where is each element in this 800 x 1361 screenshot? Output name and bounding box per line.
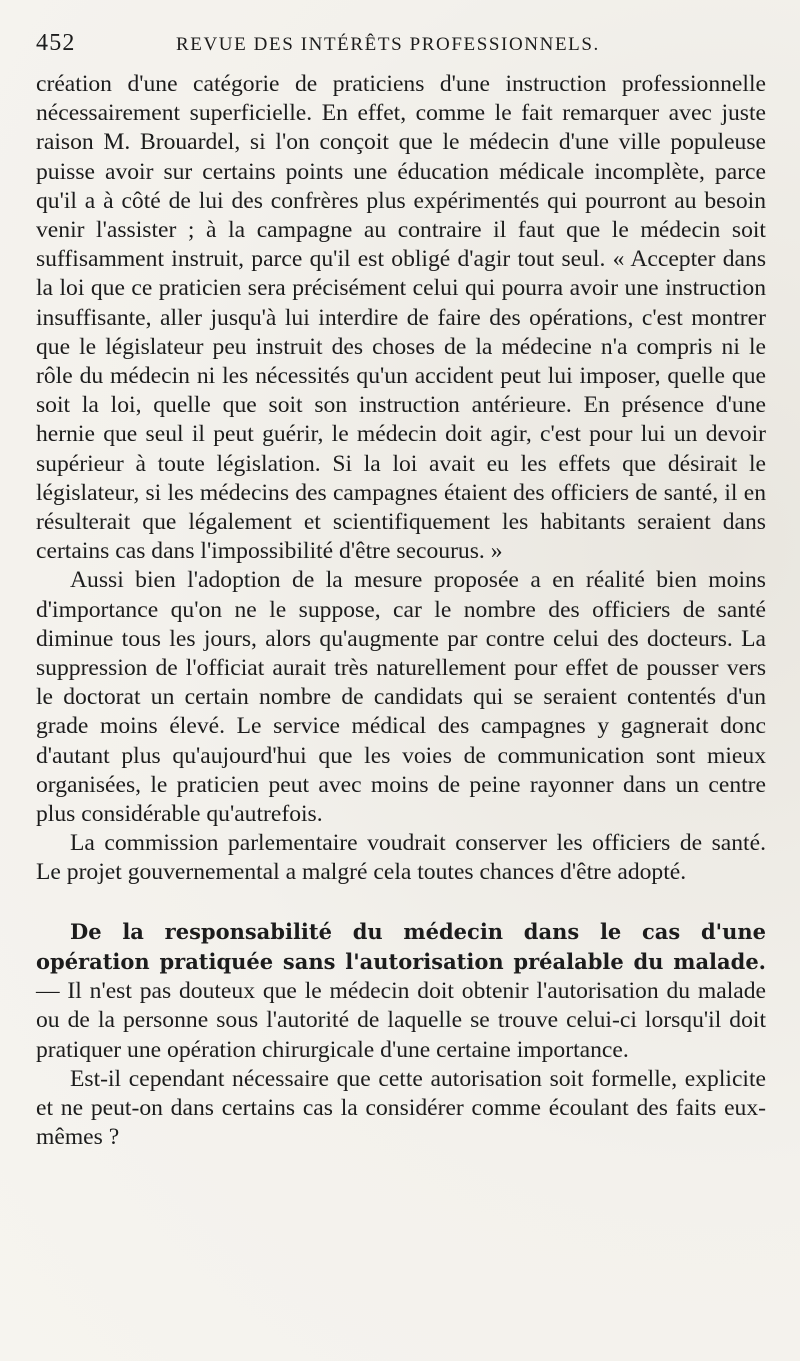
section-paragraph xyxy=(36,917,766,1065)
running-head xyxy=(36,30,766,70)
paragraph: Aussi bien l'adoption de la mesure proposée a en réalité bien moins d'importance qu'on ne le suppose, car le nombre des officiers de santé diminue tous les jours, alors qu'augmente par contre celui des docteurs. La suppression de l'officiat aurait très naturellement pour effet de pousser vers le doctorat un certain nombre de candidats qui se seraient contentés d'un grade moins élevé. Le service médical des campagnes y gagnerait donc d'autant plus qu'aujourd'hui que les voies de communication sont mieux organisées, le praticien peut avec moins de peine rayonner dans un centre plus considérable qu'autrefois. xyxy=(36,567,766,828)
paragraph-continued: création d'une catégorie de praticiens d'une instruction professionnelle nécessairement superficielle. En effet, comme le fait remarquer avec juste raison M. Brouardel, si l'on conçoit que le médecin d'une ville populeuse puisse avoir sur certains points une éducation médicale incomplète, parce qu'il a à côté de lui des confrères plus expérimentés qui pourront au besoin venir l'assister ; à la campagne au contraire il faut que le médecin soit suffisamment instruit, parce qu'il est obligé d'agir tout seul. « Accepter dans la loi que ce praticien sera précisément celui qui pourra avoir une instruction insuffisante, aller jusqu'à lui interdire de faire des opérations, c'est montrer que le législateur peu instruit des choses de la médecine n'a compris ni le rôle du médecin ni les nécessités qu'un accident peut lui imposer, quelle que soit la loi, quelle que soit son instruction antérieure. En présence d'une hernie que seul il peut guérir, le médecin doit agir, c'est pour lui un devoir supérieur à toute législation. Si la loi avait eu les effets que désirait le législateur, si les médecins des campagnes étaient des officiers de santé, il en résulterait que légalement et scientifiquement les habitants seraient dans certains cas dans l'impossibilité d'être secourus. » xyxy=(36,71,766,565)
paragraph: La commission parlementaire voudrait conserver les officiers de santé. Le projet gouvernemental a malgré cela toutes chances d'être adopté. xyxy=(36,830,766,886)
section-spacer xyxy=(36,888,766,917)
running-title: REVUE DES INTÉRÊTS PROFESSIONNELS. xyxy=(176,34,600,55)
paragraph: Est-il cependant nécessaire que cette autorisation soit formelle, explicite et ne peut-on dans certains cas la considérer comme écoulant des faits eux-mêmes ? xyxy=(36,1065,766,1151)
page-number: 452 xyxy=(36,30,76,56)
body-text xyxy=(36,70,766,1152)
section-lead-text: — Il n'est pas douteux que le médecin doit obtenir l'autorisation du malade ou de la personne sous l'autorité de laquelle se trouve celui-ci lorsqu'il doit pratiquer une opération chirurgicale d'une certaine importance. xyxy=(36,978,766,1063)
section-heading: De la responsabilité du médecin dans le cas d'une opération pratiquée sans l'autorisation préalable du malade. xyxy=(36,918,766,974)
